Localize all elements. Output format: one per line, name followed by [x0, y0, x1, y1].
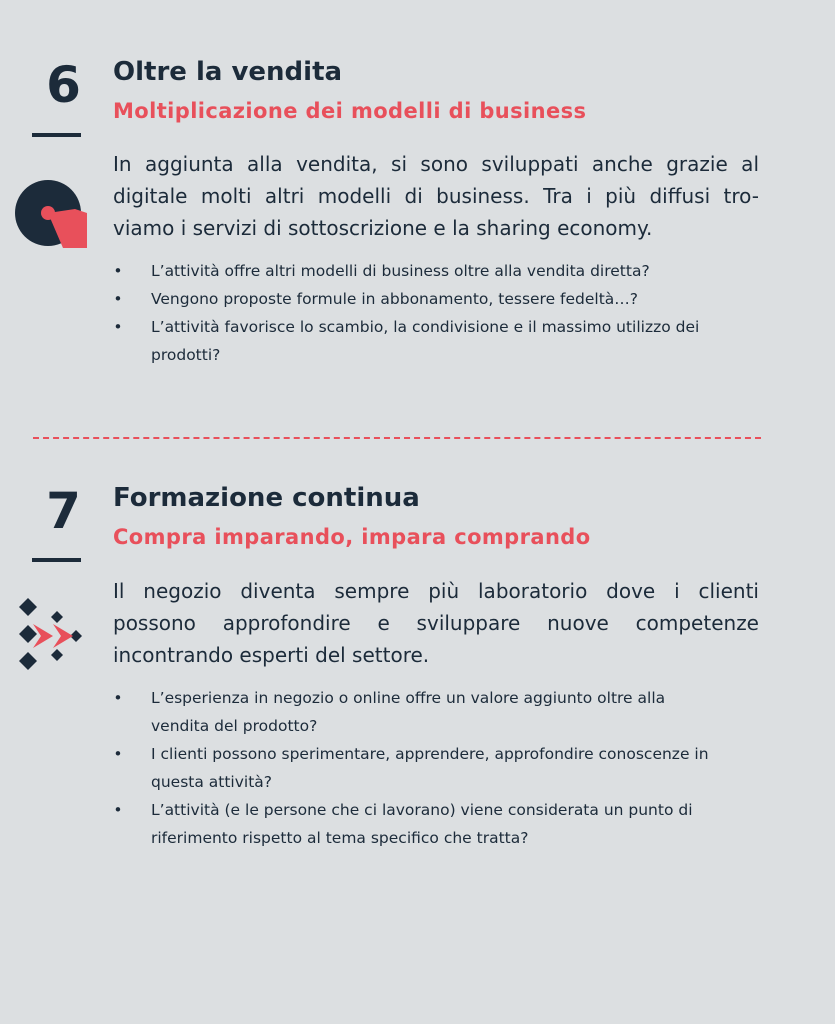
list-item-text: I clienti possono sperimentare, apprendere, approfondire conoscenze in questa attività?	[151, 745, 709, 791]
bullet-icon: •	[113, 745, 123, 763]
section-title: Formazione continua	[113, 483, 420, 513]
intro-line: Il negozio diventa sempre più laboratorio dove i clienti	[113, 579, 759, 603]
section-number: 7	[46, 482, 80, 540]
list-item	[113, 796, 713, 852]
intro-line: possono approfondire e sviluppare nuove competenze	[113, 611, 759, 635]
bullet-icon: •	[113, 318, 123, 336]
intro-line: digitale molti altri modelli di business. Tra i più diffusi tro-	[113, 184, 759, 208]
list-item-text: Vengono proposte formule in abbonamento, tessere fedeltà…?	[151, 290, 639, 308]
intro-line: viamo i servizi di sottoscrizione e la sharing economy.	[113, 216, 653, 240]
bullet-icon: •	[113, 262, 123, 280]
list-item-text: L’esperienza in negozio o online offre un valore aggiunto oltre alla vendita del prodotto?	[151, 689, 666, 735]
bullet-icon: •	[113, 689, 123, 707]
bullet-icon: •	[113, 801, 123, 819]
section-subtitle: Moltiplicazione dei modelli di business	[113, 99, 587, 123]
section-number: 6	[46, 56, 80, 114]
question-list	[113, 684, 713, 852]
section-subtitle: Compra imparando, impara comprando	[113, 525, 591, 549]
section-intro	[113, 575, 759, 671]
bullet-icon: •	[113, 290, 123, 308]
list-item-text: L’attività offre altri modelli di business oltre alla vendita diretta?	[151, 262, 650, 280]
section-title: Oltre la vendita	[113, 57, 343, 87]
list-item-text: L’attività (e le persone che ci lavorano) viene considerata un punto di riferimento rispetto al tema specifico che tratta?	[151, 801, 693, 847]
list-item	[113, 740, 713, 796]
number-underline	[32, 558, 81, 562]
list-item-text: L’attività favorisce lo scambio, la condivisione e il massimo utilizzo dei prodotti?	[151, 318, 700, 364]
intro-line: incontrando esperti del settore.	[113, 643, 430, 667]
list-item	[113, 684, 713, 740]
diamond-arrows-icon	[13, 598, 89, 678]
intro-line: In aggiunta alla vendita, si sono sviluppati anche grazie al	[113, 152, 759, 176]
